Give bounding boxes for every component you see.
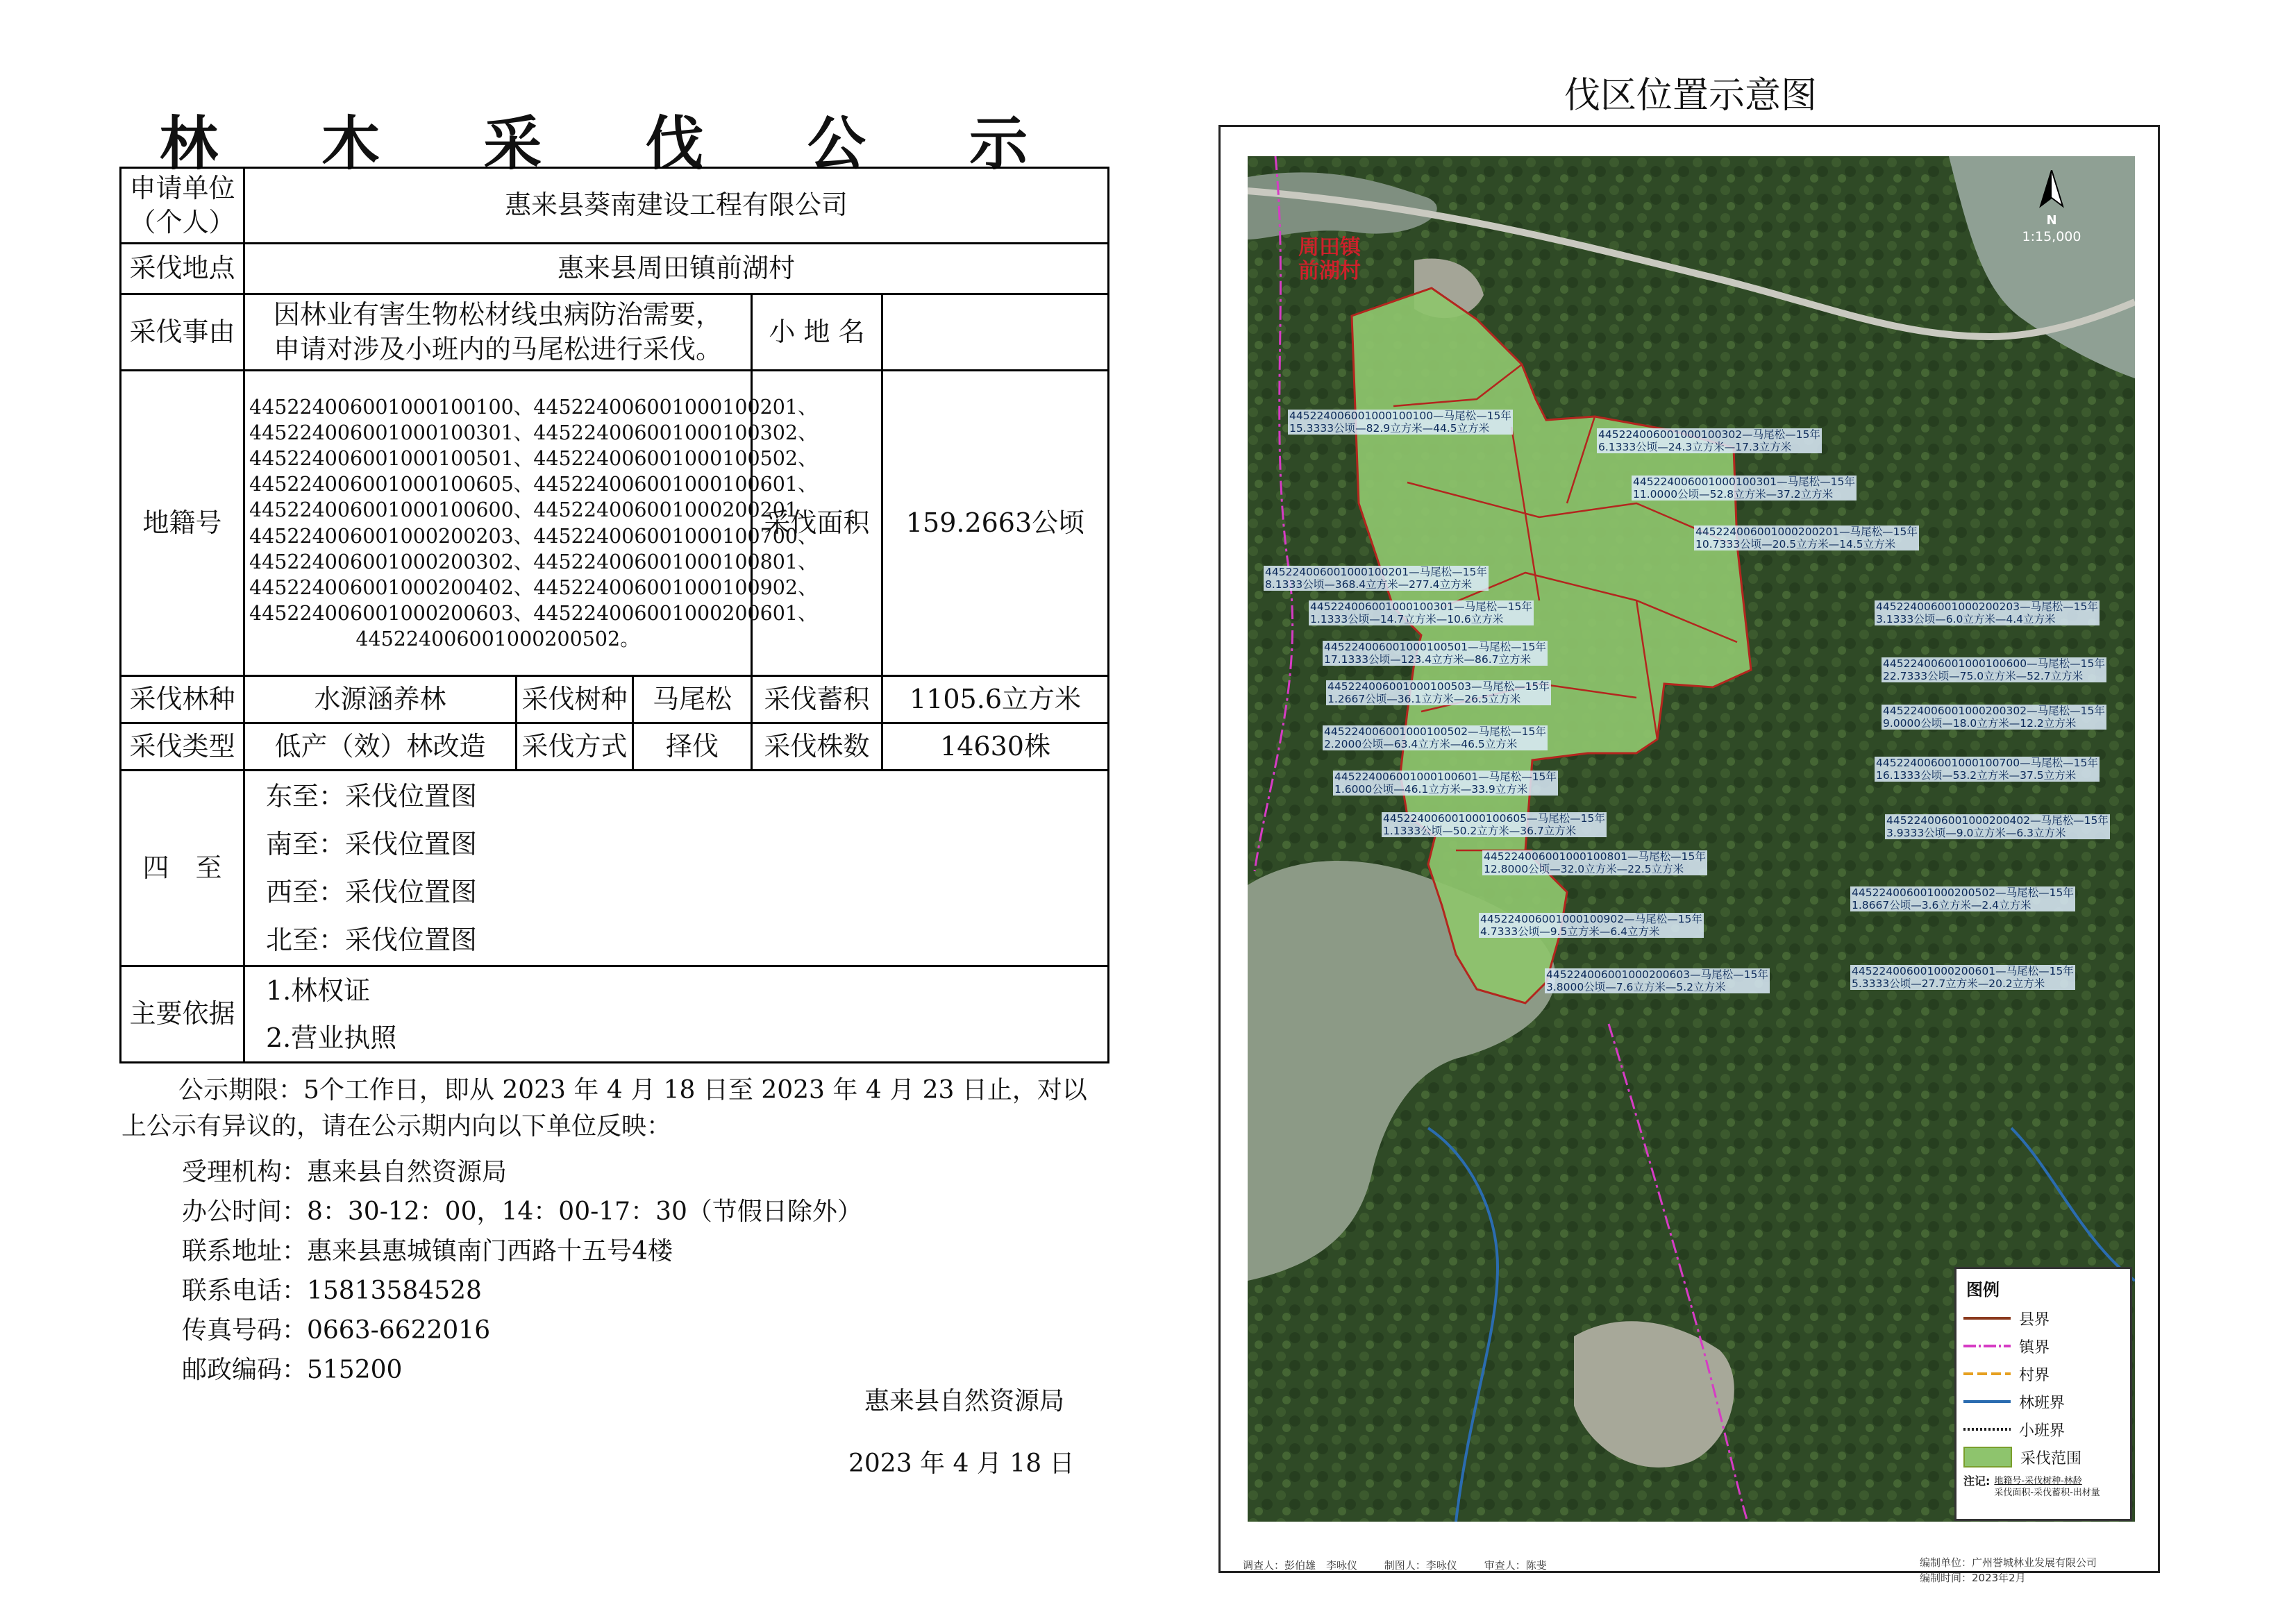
map-credits [1243, 1558, 1570, 1572]
cut-method-value: 择伐 [633, 723, 752, 771]
surveyor: 调查人：彭伯雄 李咏仪 [1243, 1559, 1358, 1572]
notice-title: 林 木 采 伐 公 示 [159, 109, 1070, 178]
map-legend [1954, 1267, 2132, 1521]
plot-label: 445224006001000100601—马尾松—15年 1.6000公顷—46.1立方米—33.9立方米 [1334, 771, 1557, 796]
bound-south: 南至：采伐位置图 [266, 828, 478, 859]
map-title: 伐区位置示意图 [1564, 75, 1817, 117]
reason-value [244, 294, 752, 371]
north-arrow-icon [2038, 170, 2065, 210]
basis-label: 主要依据 [121, 966, 244, 1063]
plot-label: 445224006001000100201—马尾松—15年 8.1333公顷—368.4立方米—277.4立方米 [1265, 566, 1487, 591]
legend-item-town [1956, 1332, 2130, 1360]
reviewer: 审查人：陈斐 [1484, 1559, 1547, 1572]
legend-item-county [1956, 1304, 2130, 1332]
volume-label: 采伐蓄积 [752, 676, 882, 723]
basis-list [244, 966, 1109, 1063]
location-label: 采伐地点 [121, 244, 244, 294]
plot-label: 445224006001000100801—马尾松—15年 12.8000公顷—32.0立方米—22.5立方米 [1484, 850, 1706, 875]
legend-label: 村界 [2019, 1366, 2050, 1384]
cut-type-value: 低产（效）林改造 [244, 723, 517, 771]
basis-item: 1.林权证 [266, 975, 371, 1006]
location-value: 惠来县周田镇前湖村 [244, 244, 1109, 294]
legend-label: 县界 [2019, 1311, 2050, 1329]
plot-label: 445224006001000200502—马尾松—15年 1.8667公顷—3.6立方米—2.4立方米 [1852, 886, 2074, 911]
plot-label: 445224006001000200601—马尾松—15年 5.3333公顷—27.7立方米—20.2立方米 [1852, 965, 2074, 990]
drafter: 制图人：李咏仪 [1384, 1559, 1457, 1572]
town-name: 周田镇 [1298, 235, 1361, 260]
parcel-line: 445224006001000100600、445224006001000200201、 [249, 498, 818, 522]
legend-item-village [1956, 1360, 2130, 1388]
plot-label: 445224006001000100600—马尾松—15年 22.7333公顷—75.0立方米—52.7立方米 [1883, 657, 2105, 682]
legend-note [1963, 1475, 2130, 1499]
plot-label: 445224006001000100100—马尾松—15年 15.3333公顷—82.9立方米—44.5立方米 [1289, 410, 1511, 435]
parcel-line: 445224006001000200402、445224006001000100902、 [249, 575, 818, 599]
reason-line-2: 申请对涉及小班内的马尾松进行采伐。 [273, 333, 722, 364]
legend-title: 图例 [1966, 1280, 2000, 1300]
notice-period-text: 公示期限：5个工作日，即从 2023 年 4 月 18 日至 2023 年 4 月 23 日止，对以上公示有异议的，请在公示期内向以下单位反映： [121, 1076, 1087, 1141]
area-value: 159.2663公顷 [882, 371, 1109, 676]
notice-table [119, 167, 1109, 1063]
plot-label: 445224006001000100501—马尾松—15年 17.1333公顷—123.4立方米—86.7立方米 [1324, 641, 1546, 666]
legend-label: 林班界 [2019, 1394, 2065, 1412]
contact-postcode: 邮政编码：515200 [182, 1356, 403, 1384]
parcel-line: 445224006001000100100、445224006001000100201、 [249, 396, 818, 419]
basis-item: 2.营业执照 [266, 1023, 397, 1053]
parcel-line: 445224006001000200302、445224006001000100801、 [249, 550, 818, 573]
bound-north: 北至：采伐位置图 [266, 924, 478, 955]
parcel-line: 445224006001000100501、445224006001000100502、 [249, 447, 818, 471]
bound-west: 西至：采伐位置图 [266, 876, 478, 907]
plot-label: 445224006001000100301—马尾松—15年 1.1333公顷—14.7立方米—10.6立方米 [1310, 600, 1532, 625]
tree-species-value: 马尾松 [633, 676, 752, 723]
bounds-list [244, 771, 1109, 966]
legend-note-line: 地籍号-采伐树种-林龄 [1994, 1476, 2082, 1486]
plot-label: 445224006001000200603—马尾松—15年 3.8000公顷—7.6立方米—5.2立方米 [1546, 968, 1768, 993]
village-boundary-symbol [1963, 1372, 2011, 1375]
contact-hours: 办公时间：8：30-12：00，14：00-17：30（节假日除外） [182, 1197, 862, 1226]
plot-label: 445224006001000100700—马尾松—15年 16.1333公顷—53.2立方米—37.5立方米 [1876, 757, 2098, 782]
forest-class-symbol [1963, 1400, 2011, 1403]
tree-species-label: 采伐树种 [517, 676, 633, 723]
reason-label: 采伐事由 [121, 294, 244, 371]
plot-label: 445224006001000100301—马尾松—15年 11.0000公顷—52.8立方米—37.2立方米 [1633, 476, 1855, 501]
parcel-line: 445224006001000200502。 [355, 627, 640, 650]
parcel-line: 445224006001000200603、445224006001000200601、 [249, 601, 818, 625]
north-label: N [2046, 213, 2057, 228]
parcel-label: 地籍号 [121, 371, 244, 676]
legend-note-line: 采伐面积-采伐蓄积-出材量 [1994, 1488, 2100, 1498]
area-label: 采伐面积 [752, 371, 882, 676]
reason-line-1: 因林业有害生物松材线虫病防治需要， [273, 299, 722, 330]
count-value: 14630株 [882, 723, 1109, 771]
town-boundary-symbol [1963, 1345, 2011, 1347]
legend-item-forest-class [1956, 1388, 2130, 1415]
parcel-line: 445224006001000100605、445224006001000100601、 [249, 473, 818, 496]
parcel-line: 445224006001000200203、445224006001000100700、 [249, 524, 818, 548]
harvest-area-symbol [1963, 1447, 2012, 1468]
producer-date: 编制时间：2023年2月 [1920, 1572, 2026, 1584]
legend-note-label: 注记: [1963, 1474, 1991, 1488]
issue-date: 2023 年 4 月 18 日 [848, 1449, 1075, 1478]
applicant-value: 惠来县葵南建设工程有限公司 [244, 168, 1109, 244]
legend-label: 小班界 [2019, 1422, 2065, 1440]
plot-label: 445224006001000200402—马尾松—15年 3.9333公顷—9.0立方米—6.3立方米 [1886, 814, 2109, 839]
plot-label: 445224006001000100605—马尾松—15年 1.1333公顷—50.2立方米—36.7立方米 [1383, 812, 1605, 837]
legend-label: 镇界 [2019, 1338, 2050, 1356]
cut-method-label: 采伐方式 [517, 723, 633, 771]
plot-label: 445224006001000100302—马尾松—15年 6.1333公顷—24.3立方米—17.3立方米 [1598, 428, 1820, 453]
forest-type-label: 采伐林种 [121, 676, 244, 723]
plot-label: 445224006001000100503—马尾松—15年 1.2667公顷—36.1立方米—26.5立方米 [1327, 680, 1550, 705]
count-label: 采伐株数 [752, 723, 882, 771]
plot-label: 445224006001000100902—马尾松—15年 4.7333公顷—9.5立方米—6.4立方米 [1480, 913, 1702, 938]
town-label [1298, 236, 1361, 283]
village-name: 前湖村 [1298, 259, 1361, 283]
bounds-label: 四 至 [121, 771, 244, 966]
map-producer [1920, 1555, 2097, 1586]
map-scale: 1:15,000 [2022, 229, 2081, 244]
plot-label: 445224006001000200203—马尾松—15年 3.1333公顷—6.0立方米—4.4立方米 [1876, 600, 2098, 625]
bound-east: 东至：采伐位置图 [266, 780, 478, 812]
contact-address: 联系地址：惠来县惠城镇南门西路十五号4楼 [182, 1237, 673, 1265]
legend-item-sub-compartment [1956, 1415, 2130, 1443]
small-name-label: 小 地 名 [752, 294, 882, 371]
sub-compartment-symbol [1963, 1428, 2011, 1431]
legend-label: 采伐范围 [2020, 1449, 2082, 1468]
issuer-signature: 惠来县自然资源局 [864, 1387, 1065, 1415]
contact-phone: 联系电话：15813584528 [182, 1277, 482, 1305]
cut-type-label: 采伐类型 [121, 723, 244, 771]
legend-item-harvest-area [1956, 1443, 2130, 1471]
applicant-label: 申请单位（个人） [121, 168, 244, 244]
plot-label: 445224006001000100502—马尾松—15年 2.2000公顷—63.4立方米—46.5立方米 [1324, 725, 1546, 750]
producer-unit: 编制单位：广州誉城林业发展有限公司 [1920, 1556, 2097, 1569]
contact-agency: 受理机构：惠来县自然资源局 [182, 1158, 508, 1186]
small-name-value [882, 294, 1109, 371]
plot-label: 445224006001000200302—马尾松—15年 9.0000公顷—18.0立方米—12.2立方米 [1883, 705, 2105, 730]
contact-fax: 传真号码：0663-6622016 [182, 1316, 491, 1345]
forest-type-value: 水源涵养林 [244, 676, 517, 723]
plot-label: 445224006001000200201—马尾松—15年 10.7333公顷—20.5立方米—14.5立方米 [1695, 525, 1918, 550]
north-arrow [2020, 170, 2083, 244]
parcel-line: 445224006001000100301、445224006001000100302、 [249, 421, 818, 445]
volume-value: 1105.6立方米 [882, 676, 1109, 723]
county-boundary-symbol [1963, 1317, 2011, 1320]
